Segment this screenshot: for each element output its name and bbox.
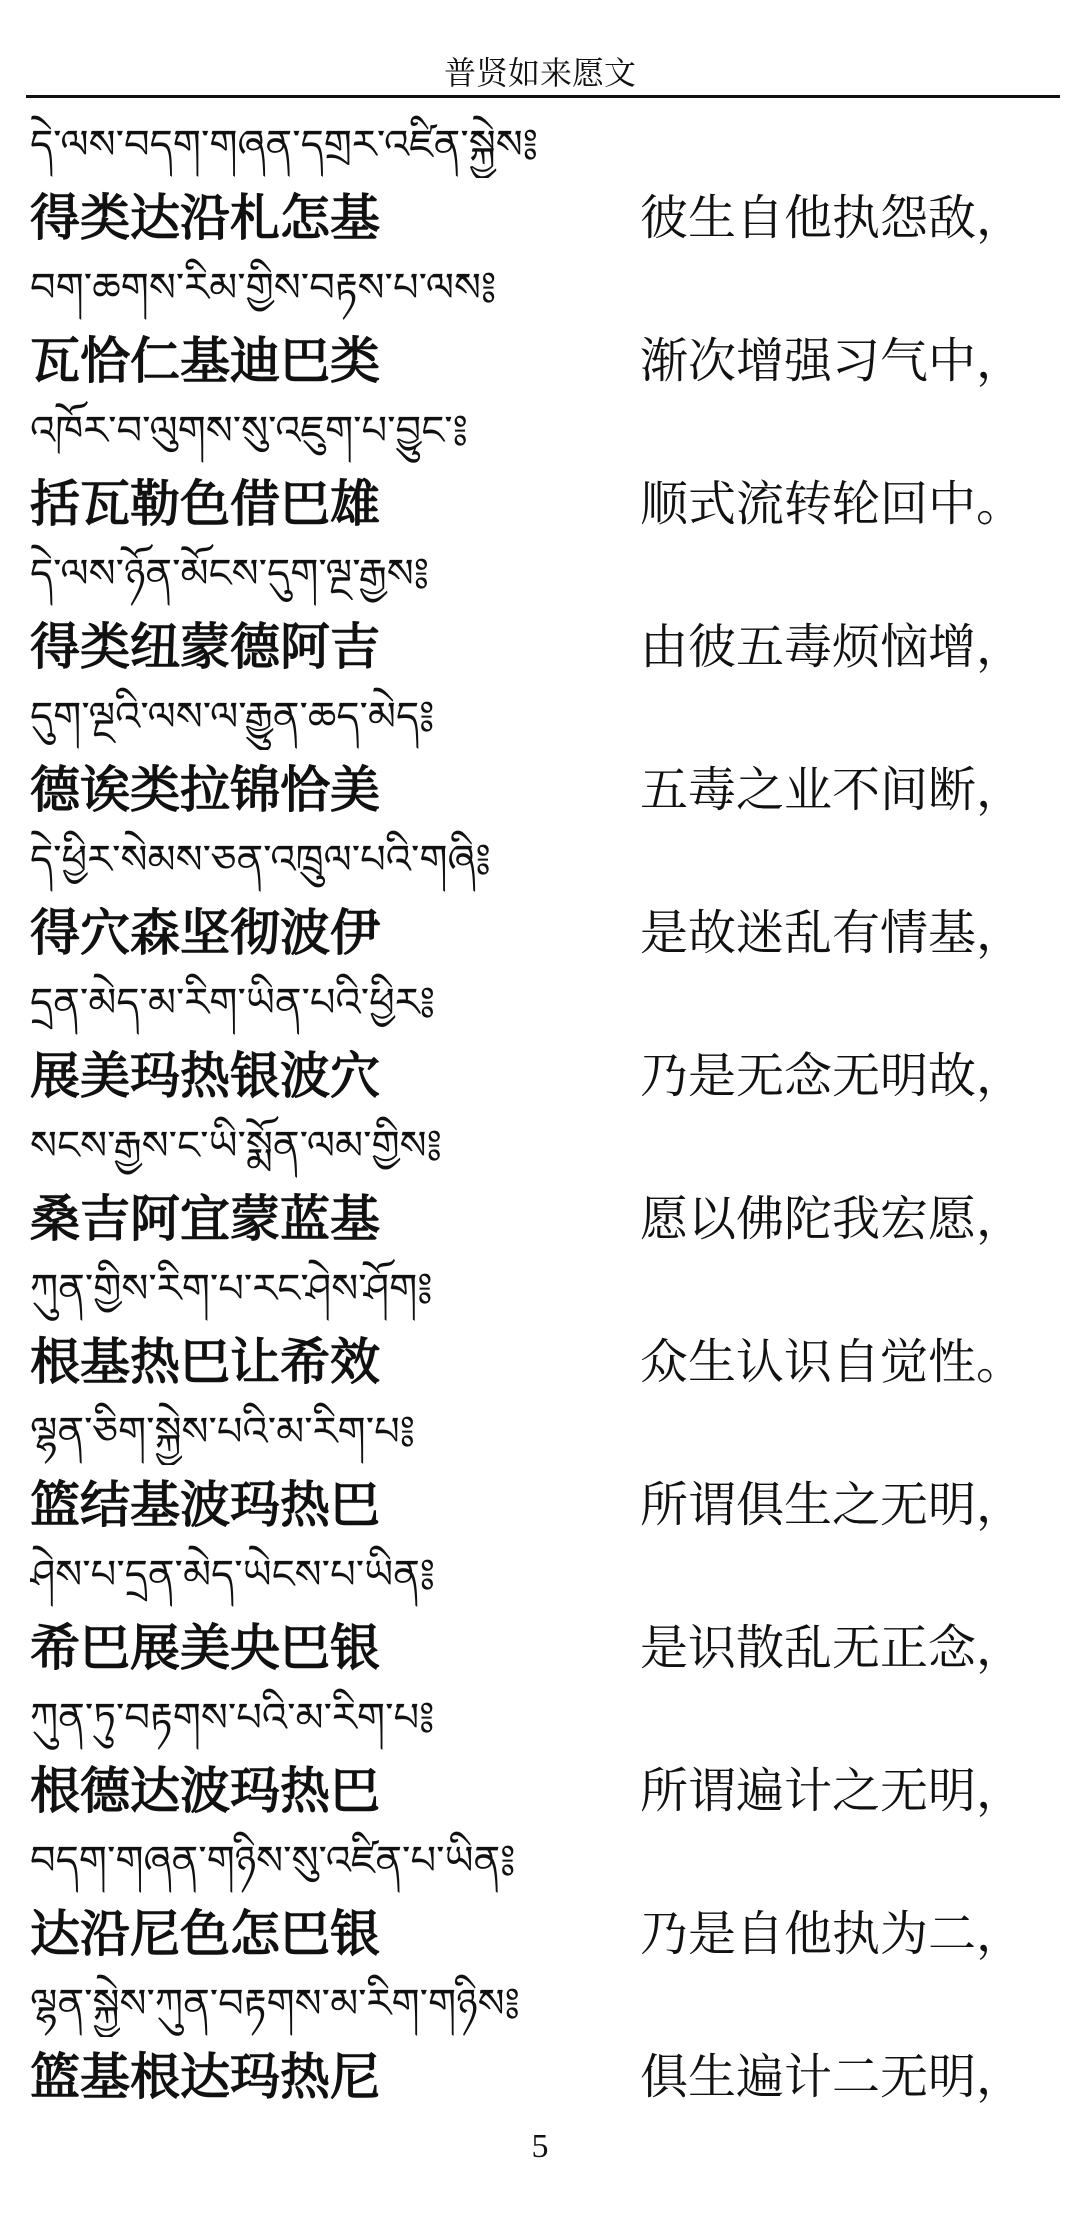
tibetan-line: དེ་ལས་བདག་གཞན་དགྲར་འཛིན་སྐྱེས༔: [30, 122, 538, 168]
tibetan-line: བག་ཆགས་རིམ་གྱིས་བརྟས་པ་ལས༔: [30, 265, 497, 311]
tibetan-line: དྲན་མེད་མ་རིག་ཡིན་པའི་ཕྱིར༔: [30, 980, 435, 1026]
verse-block: [0, 1113, 1080, 1256]
phonetic-line: 得类纽蒙德阿吉: [30, 617, 380, 676]
translation-line: 是识散乱无正念，: [640, 1620, 1025, 1676]
tibetan-line: བདག་གཞན་གཉིས་སུ་འཛིན་པ་ཡིན༔: [30, 1838, 516, 1884]
header-divider: [26, 95, 1060, 98]
phonetic-line: 得穴森坚彻波伊: [30, 903, 380, 962]
translation-line: 乃是无念无明故，: [640, 1048, 1025, 1104]
phonetic-line: 得类达沿札怎基: [30, 188, 380, 247]
tibetan-line: ལྷན་སྐྱེས་ཀུན་བརྟགས་མ་རིག་གཉིས༔: [30, 1981, 520, 2027]
translation-line: 渐次增强习气中，: [640, 333, 1025, 389]
tibetan-line: དུག་ལྔའི་ལས་ལ་རྒྱུན་ཆད་མེད༔: [30, 694, 435, 740]
phonetic-line: 瓦恰仁基迪巴类: [30, 331, 380, 390]
phonetic-line: 根基热巴让希效: [30, 1332, 380, 1391]
phonetic-line: 希巴展美央巴银: [30, 1618, 380, 1677]
tibetan-line: ཀུན་ཏུ་བརྟགས་པའི་མ་རིག་པ༔: [30, 1695, 435, 1741]
tibetan-line: ཀུན་གྱིས་རིག་པ་རང་ཤེས་ཤོག༔: [30, 1266, 433, 1312]
phonetic-line: 篮结基波玛热巴: [30, 1475, 380, 1534]
translation-line: 顺式流转轮回中。: [640, 476, 1025, 532]
translation-line: 由彼五毒烦恼增，: [640, 619, 1025, 675]
translation-line: 愿以佛陀我宏愿，: [640, 1191, 1025, 1247]
phonetic-line: 达沿尼色怎巴银: [30, 1904, 380, 1963]
verse-list: [0, 112, 1080, 2114]
verse-block: [0, 970, 1080, 1113]
verse-block: [0, 1399, 1080, 1542]
verse-block: [0, 827, 1080, 970]
phonetic-line: 括瓦勒色借巴雄: [30, 474, 380, 533]
verse-block: [0, 1828, 1080, 1971]
verse-block: [0, 398, 1080, 541]
translation-line: 俱生遍计二无明，: [640, 2049, 1025, 2105]
translation-line: 彼生自他执怨敌，: [640, 190, 1025, 246]
phonetic-line: 篮基根达玛热尼: [30, 2047, 380, 2106]
translation-line: 所谓遍计之无明，: [640, 1763, 1025, 1819]
page-header-title: 普贤如来愿文: [443, 55, 636, 91]
phonetic-line: 展美玛热银波穴: [30, 1046, 380, 1105]
translation-line: 是故迷乱有情基，: [640, 905, 1025, 961]
verse-block: [0, 1542, 1080, 1685]
translation-line: 乃是自他执为二，: [640, 1906, 1025, 1962]
verse-block: [0, 541, 1080, 684]
tibetan-line: ལྷན་ཅིག་སྐྱེས་པའི་མ་རིག་པ༔: [30, 1409, 415, 1455]
phonetic-line: 桑吉阿宜蒙蓝基: [30, 1189, 380, 1248]
translation-line: 五毒之业不间断，: [640, 762, 1025, 818]
verse-block: [0, 684, 1080, 827]
tibetan-line: ཤེས་པ་དྲན་མེད་ཡེངས་པ་ཡིན༔: [30, 1552, 435, 1598]
verse-block: [0, 112, 1080, 255]
translation-line: 所谓俱生之无明，: [640, 1477, 1025, 1533]
page-number: 5: [531, 2128, 549, 2165]
phonetic-line: 根德达波玛热巴: [30, 1761, 380, 1820]
tibetan-line: དེ་ལས་ཉོན་མོངས་དུག་ལྔ་རྒྱས༔: [30, 551, 429, 597]
phonetic-line: 德诶类拉锦恰美: [30, 760, 380, 819]
tibetan-line: དེ་ཕྱིར་སེམས་ཅན་འཁྲུལ་པའི་གཞི༔: [30, 837, 491, 883]
verse-block: [0, 1685, 1080, 1828]
tibetan-line: སངས་རྒྱས་ང་ཡི་སྨོན་ལམ་གྱིས༔: [30, 1123, 442, 1169]
translation-line: 众生认识自觉性。: [640, 1334, 1025, 1390]
tibetan-line: འཁོར་བ་ལུགས་སུ་འཇུག་པ་བྱུང་༔: [30, 408, 468, 454]
verse-block: [0, 1971, 1080, 2114]
verse-block: [0, 255, 1080, 398]
verse-block: [0, 1256, 1080, 1399]
